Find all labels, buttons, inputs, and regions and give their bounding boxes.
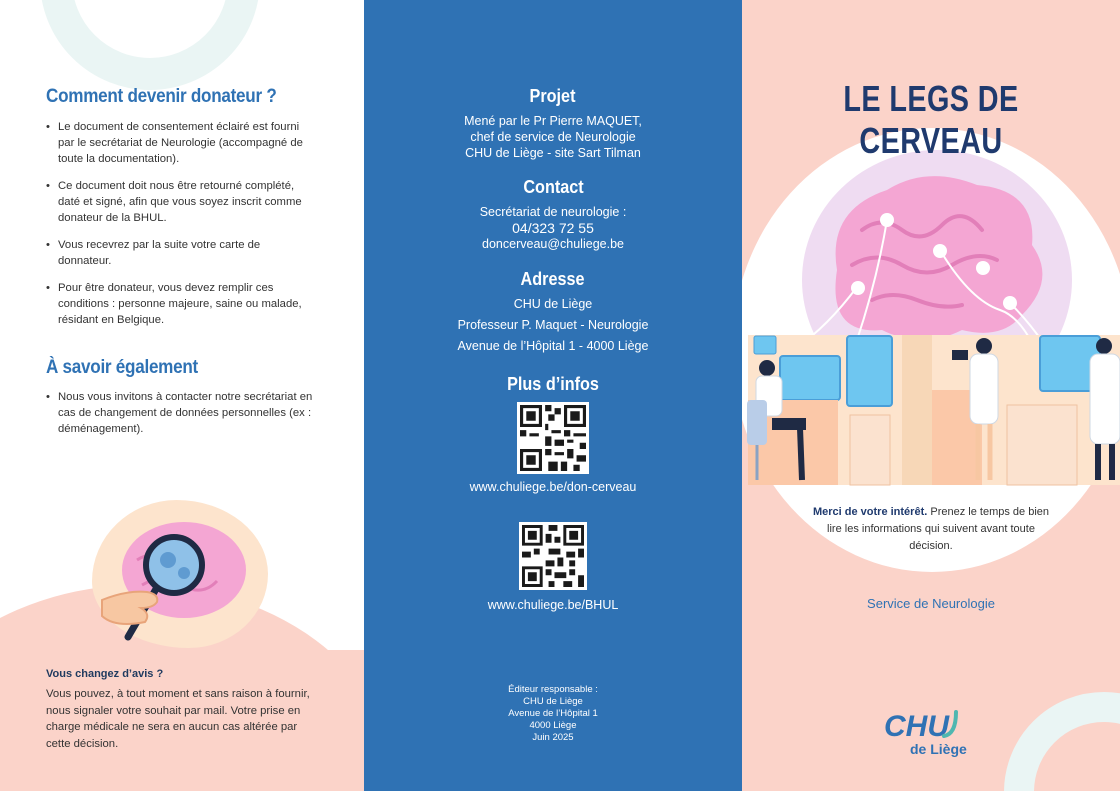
projet-line: CHU de Liège - site Sart Tilman <box>465 146 641 160</box>
projet-line: Mené par le Pr Pierre MAQUET, <box>464 114 642 128</box>
projet-block <box>364 86 742 161</box>
list-item: • Le document de consentement éclairé est fourni par le secrétariat de Neurologie (accompagné de toute la documentation). <box>46 119 316 167</box>
also-know-list <box>46 389 316 448</box>
thanks-bold: Merci de votre intérêt. <box>812 506 928 518</box>
change-mind-title: Vous changez d’avis ? <box>46 668 164 680</box>
thanks-rest: Prenez le temps de bien lire les informations qui suivent avant toute décision. <box>827 506 1049 552</box>
left-panel <box>0 0 364 791</box>
logo-sub: de Liège <box>910 741 967 757</box>
donor-steps-list <box>46 119 316 339</box>
projet-title: Projet <box>530 86 576 106</box>
middle-panel <box>364 0 742 791</box>
publisher-line: Avenue de l’Hôpital 1 <box>508 708 598 719</box>
list-item: • Pour être donateur, vous devez remplir ces conditions : personne majeure, saine ou malade, résidant en Belgique. <box>46 280 316 328</box>
brain-lab-illustration <box>742 150 1120 490</box>
adresse-line: CHU de Liège <box>513 297 593 311</box>
projet-line: chef de service de Neurologie <box>470 130 636 144</box>
right-panel-cover <box>742 0 1120 791</box>
publisher-line: 4000 Liège <box>529 720 577 731</box>
qr-code-icon <box>520 405 586 471</box>
qr-code-icon <box>522 525 584 587</box>
publisher-line: Éditeur responsable : <box>508 684 598 695</box>
adresse-line: Avenue de l’Hôpital 1 - 4000 Liège <box>457 339 649 353</box>
list-item: • Nous vous invitons à contacter notre secrétariat en cas de changement de données personnelles (ex : déménagement). <box>46 389 316 437</box>
section-title-also-know: À savoir également <box>46 357 198 378</box>
contact-phone[interactable]: 04/323 72 55 <box>512 220 594 236</box>
change-mind-text: Vous pouvez, à tout moment et sans raison à fournir, nous signaler votre souhait par mail. Votre prise en charge médicale ne sera en aucun cas altérée par cette décision. <box>46 688 310 750</box>
brochure-title: LE LEGS DE CERVEAU <box>843 78 1019 161</box>
chu-logo-icon <box>882 706 982 762</box>
qr-code-don-cerveau[interactable] <box>517 402 589 474</box>
qr-code-bhul[interactable] <box>519 522 587 590</box>
contact-line: Secrétariat de neurologie : <box>479 205 627 219</box>
publisher-info <box>364 684 742 744</box>
logo-main: CHU <box>884 710 949 743</box>
adresse-block <box>364 269 742 357</box>
section-title-become-donor: Comment devenir donateur ? <box>46 86 277 107</box>
publisher-line: CHU de Liège <box>523 696 583 707</box>
adresse-title: Adresse <box>521 269 585 289</box>
list-item: • Ce document doit nous être retourné complété, daté et signé, afin que vous soyez inscrit comme donateur de la BHUL. <box>46 178 316 226</box>
url-don-cerveau[interactable]: www.chuliege.be/don-cerveau <box>469 480 637 494</box>
contact-block <box>364 177 742 252</box>
url-bhul[interactable]: www.chuliege.be/BHUL <box>487 598 619 612</box>
list-item: • Vous recevrez par la suite votre carte de donnateur. <box>46 237 316 269</box>
infos-title: Plus d’infos <box>507 374 599 394</box>
publisher-line: Juin 2025 <box>532 732 574 743</box>
infos-title-block <box>364 374 742 395</box>
adresse-line: Professeur P. Maquet - Neurologie <box>457 318 649 332</box>
brain-magnifier-illustration <box>92 505 272 650</box>
thanks-message <box>812 504 1050 555</box>
chu-liege-logo <box>882 706 982 762</box>
service-name: Service de Neurologie <box>867 596 995 611</box>
contact-email[interactable]: doncerveau@chuliege.be <box>482 237 624 251</box>
contact-title: Contact <box>522 177 584 197</box>
decorative-ring <box>1004 692 1120 791</box>
decorative-ring <box>40 0 260 90</box>
